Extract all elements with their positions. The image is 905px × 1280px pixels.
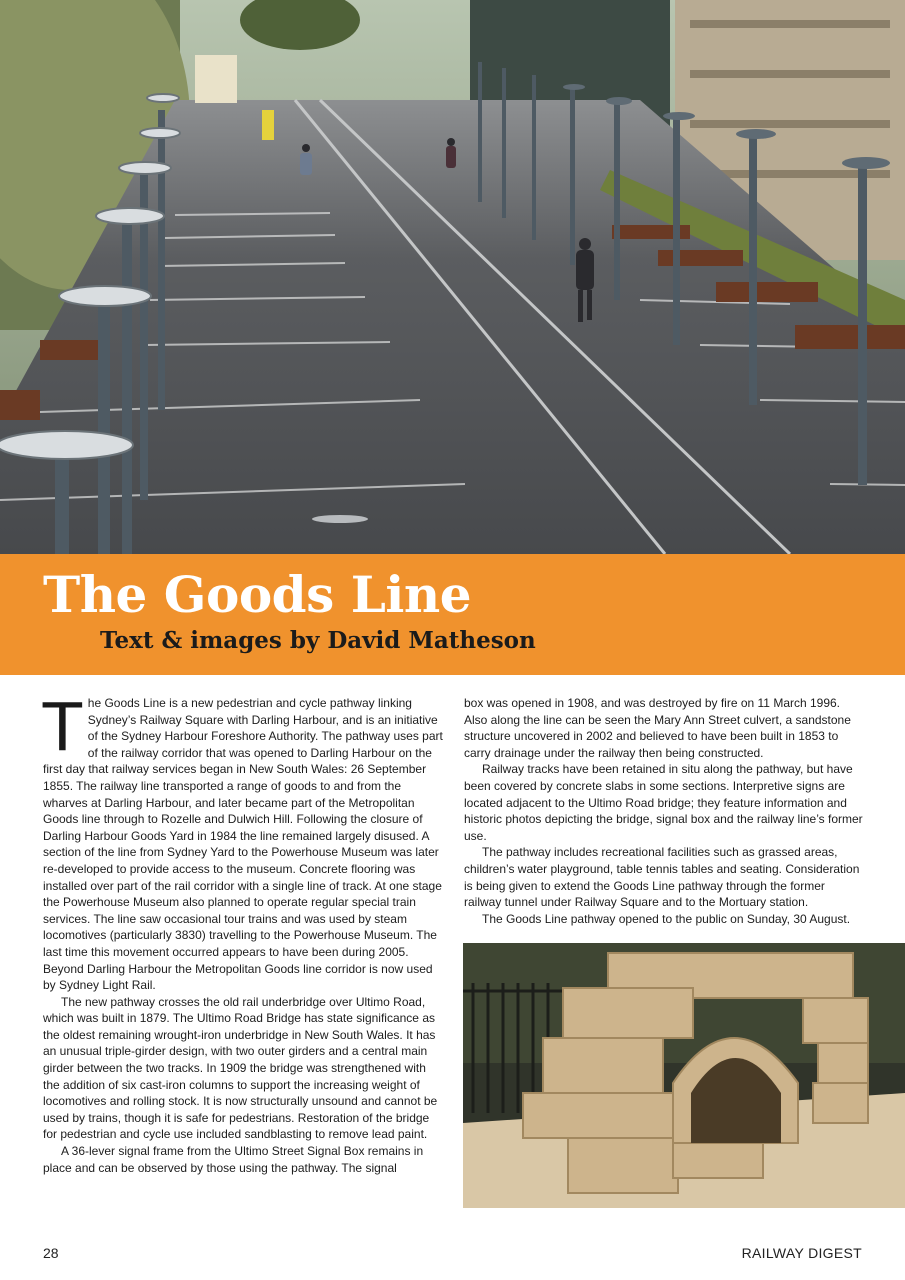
paragraph: box was opened in 1908, and was destroyed by fire on 11 March 1996. Also along the line can be seen the Mary Ann Street culvert, a sandstone structure uncovered in 2002 and believed to have been built in 1853 to carry drainage under the railway then being constructed.	[464, 696, 851, 760]
culvert-photo	[463, 943, 905, 1208]
paragraph-text: he Goods Line is a new pedestrian and cycle pathway linking Sydney’s Railway Square with Darling Harbour, and is an initiative of the Sydney Harbour Foreshore Authority. The pathway uses part of the railway corridor that was opened to Darling Harbour on the first day that railway services began in New South Wales: 26 September 1855. The railway line transported a range of goods to and from the wharves at Darling Harbour, and later became part of the Metropolitan Goods line through to Rozelle and Dulwich Hill. Following the closure of Darling Harbour Goods Yard in 1984 the line remained largely disused. A section of the line from Sydney Yard to the Powerhouse Museum was later re-developed to provide access to the museum. Concrete flooring was installed over part of the rail corridor with a single line of track. At one stage the Powerhouse Museum also planned to operate regular special train services. The line saw occasional tour trains and was used by steam locomotives (particularly 3830) travelling to the Powerhouse Museum. The last time this movement occurred appears to have been during 2005. Beyond Darling Harbour the Metropolitan Goods line corridor is now used by Sydney Light Rail.	[43, 696, 443, 993]
paragraph	[41, 687, 444, 994]
pathway-photo-illustration	[0, 0, 905, 554]
paragraph: Railway tracks have been retained in situ along the pathway, but have been covered by concrete slabs in some sections. Interpretive signs are located adjacent to the Ultimo Road bridge; they feature information and historic photos depicting the bridge, signal box and the railway line’s former use.	[464, 762, 863, 843]
right-column	[464, 695, 864, 927]
paragraph: The new pathway crosses the old rail underbridge over Ultimo Road, which was built in 1879. The Ultimo Road Bridge has state significance as the oldest remaining wrought-iron underbridge in New South Wales. It has an unusual triple-girder design, with two outer girders and a central main girder between the two tracks. In 1909 the bridge was strengthened with the addition of six cast-iron columns to support the increasing weight of locomotives and rolling stock. It is now structurally unsound and cannot be used by trains, though it is safe for pedestrians. Restoration of the bridge for pedestrian and cycle use included sandblasting to remove lead paint.	[43, 994, 438, 1142]
paragraph: The Goods Line pathway opened to the public on Sunday, 30 August.	[482, 911, 851, 926]
drop-cap: T	[41, 687, 84, 765]
left-column	[41, 687, 444, 1176]
magazine-name: RAILWAY DIGEST	[741, 1245, 862, 1261]
title-band	[0, 554, 905, 675]
article-title: The Goods Line	[43, 565, 472, 624]
sandstone-culvert-illustration	[463, 943, 905, 1208]
paragraph: The pathway includes recreational facilities such as grassed areas, children’s water playground, table tennis tables and seating. Consideration is being given to extend the Goods Line pathway through the former railway tunnel under Railway Square and to the Mortuary station.	[464, 845, 860, 910]
article-byline: Text & images by David Matheson	[100, 627, 536, 654]
paragraph: A 36-lever signal frame from the Ultimo Street Signal Box remains in place and can be observed by those using the pathway. The signal	[43, 1144, 424, 1175]
hero-photo	[0, 0, 905, 554]
page-number: 28	[43, 1245, 59, 1261]
